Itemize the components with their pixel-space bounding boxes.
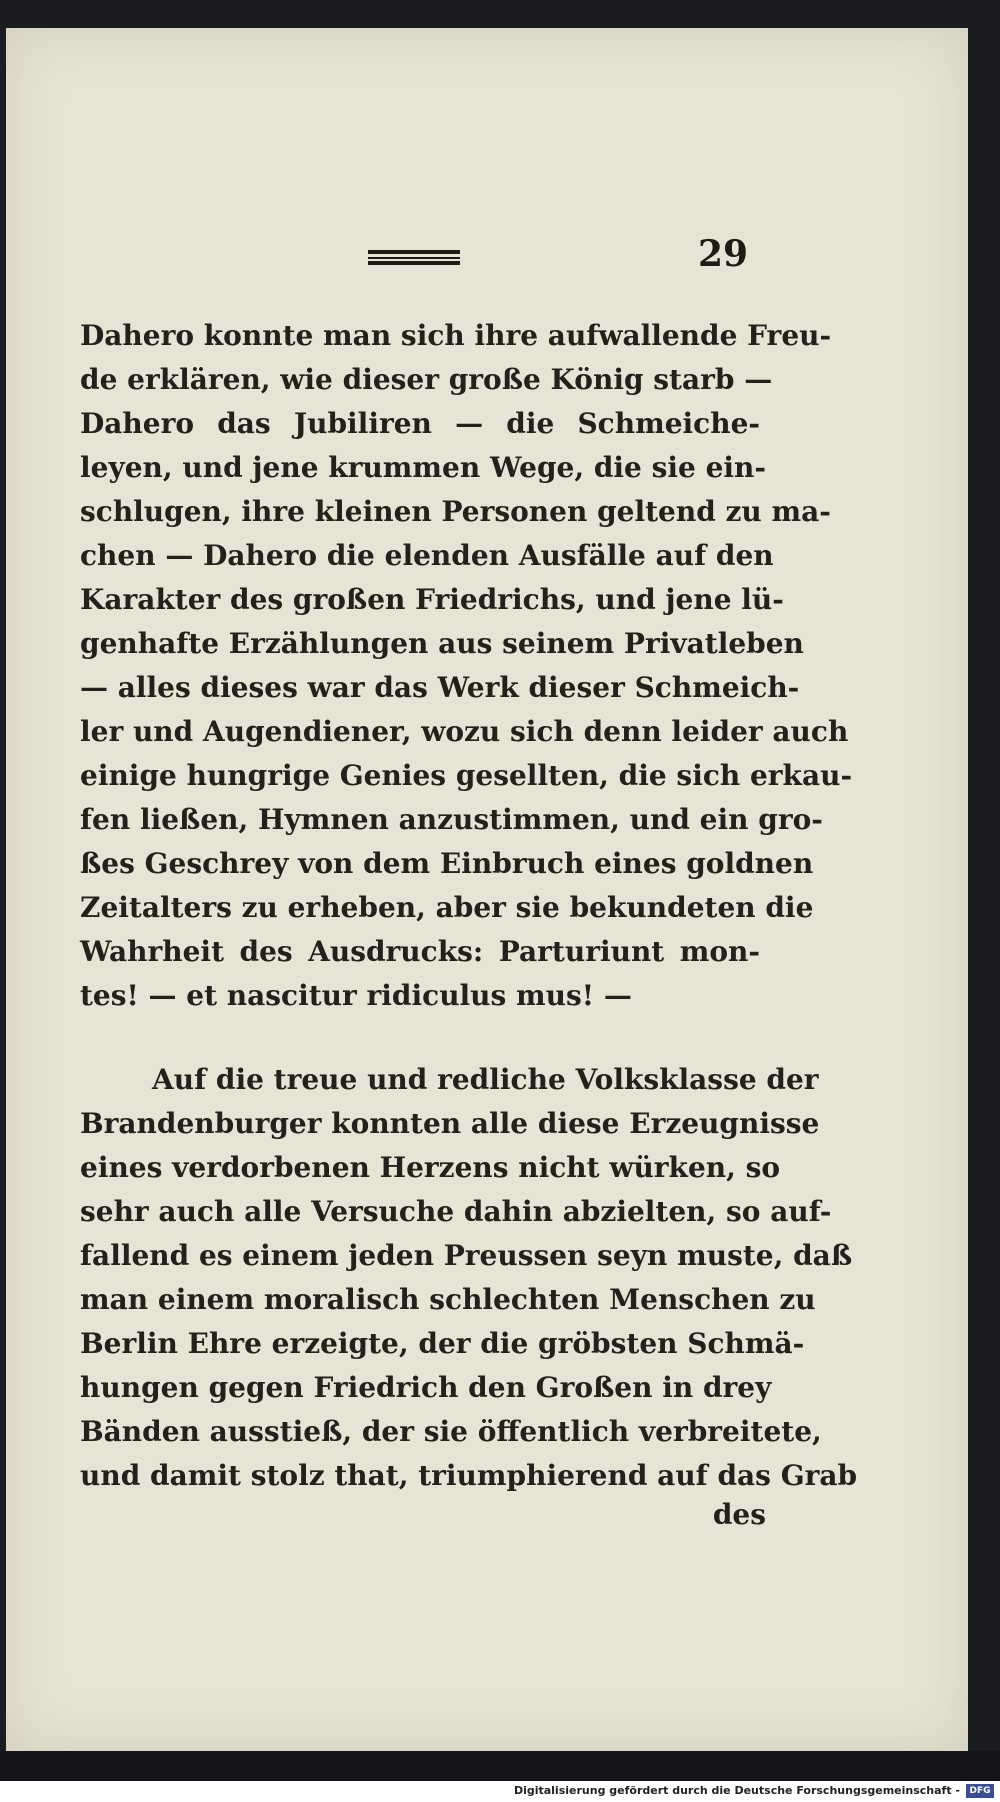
catchword: des bbox=[712, 1498, 766, 1531]
footer-bar bbox=[0, 1781, 1000, 1802]
paragraph-2 bbox=[80, 1058, 858, 1498]
text-line: schlugen, ihre kleinen Personen geltend zu ma- bbox=[80, 495, 831, 528]
page-number: 29 bbox=[698, 233, 749, 275]
text-line: man einem moralisch schlechten Menschen zu bbox=[80, 1283, 816, 1316]
text-line: und damit stolz that, triumphierend auf das Grab bbox=[80, 1459, 858, 1492]
header-rule bbox=[368, 250, 460, 264]
text-line: — alles dieses war das Werk dieser Schmeich- bbox=[80, 671, 800, 704]
dfg-logo-icon: DFG bbox=[966, 1784, 994, 1798]
paragraph-1 bbox=[80, 314, 853, 1018]
scan-bottom-edge bbox=[0, 1751, 1000, 1781]
text-line: Brandenburger konnten alle diese Erzeugnisse bbox=[80, 1107, 820, 1140]
text-line: hungen gegen Friedrich den Großen in drey bbox=[80, 1371, 772, 1404]
text-line: Berlin Ehre erzeigte, der die gröbsten Schmä- bbox=[80, 1327, 805, 1360]
text-line: Wahrheit des Ausdrucks: Parturiunt mon- bbox=[80, 935, 760, 968]
header-rule-top bbox=[368, 250, 460, 254]
text-line: Bänden ausstieß, der sie öffentlich verbreitete, bbox=[80, 1415, 822, 1448]
text-line: genhafte Erzählungen aus seinem Privatleben bbox=[80, 627, 804, 660]
text-line: chen — Dahero die elenden Ausfälle auf den bbox=[80, 539, 774, 572]
header-rule-bottom bbox=[368, 261, 460, 265]
text-line: Zeitalters zu erheben, aber sie bekundeten die bbox=[80, 891, 814, 924]
text-line: leyen, und jene krummen Wege, die sie ein- bbox=[80, 451, 767, 484]
text-line: ßes Geschrey von dem Einbruch eines goldnen bbox=[80, 847, 814, 880]
text-line: eines verdorbenen Herzens nicht würken, so bbox=[80, 1151, 781, 1184]
text-line: fen ließen, Hymnen anzustimmen, und ein gro- bbox=[80, 803, 823, 836]
text-line: sehr auch alle Versuche dahin abzielten, so auf- bbox=[80, 1195, 832, 1228]
text-line: Karakter des großen Friedrichs, und jene lü- bbox=[80, 583, 784, 616]
funding-credit: Digitalisierung gefördert durch die Deutsche Forschungsgemeinschaft - bbox=[513, 1784, 960, 1797]
book-page bbox=[6, 28, 968, 1751]
text-line: Dahero das Jubiliren — die Schmeiche- bbox=[80, 407, 760, 440]
text-line: ler und Augendiener, wozu sich denn leider auch bbox=[80, 715, 849, 748]
text-line: einige hungrige Genies gesellten, die sich erkau- bbox=[80, 759, 853, 792]
header-rule-middle bbox=[368, 257, 460, 259]
text-line: tes! — et nascitur ridiculus mus! — bbox=[80, 979, 632, 1012]
text-line: Auf die treue und redliche Volksklasse der bbox=[152, 1063, 819, 1096]
text-line: Dahero konnte man sich ihre aufwallende Freu- bbox=[80, 319, 832, 352]
text-line: de erklären, wie dieser große König starb — bbox=[80, 363, 773, 396]
text-line: fallend es einem jeden Preussen seyn muste, daß bbox=[80, 1239, 853, 1272]
